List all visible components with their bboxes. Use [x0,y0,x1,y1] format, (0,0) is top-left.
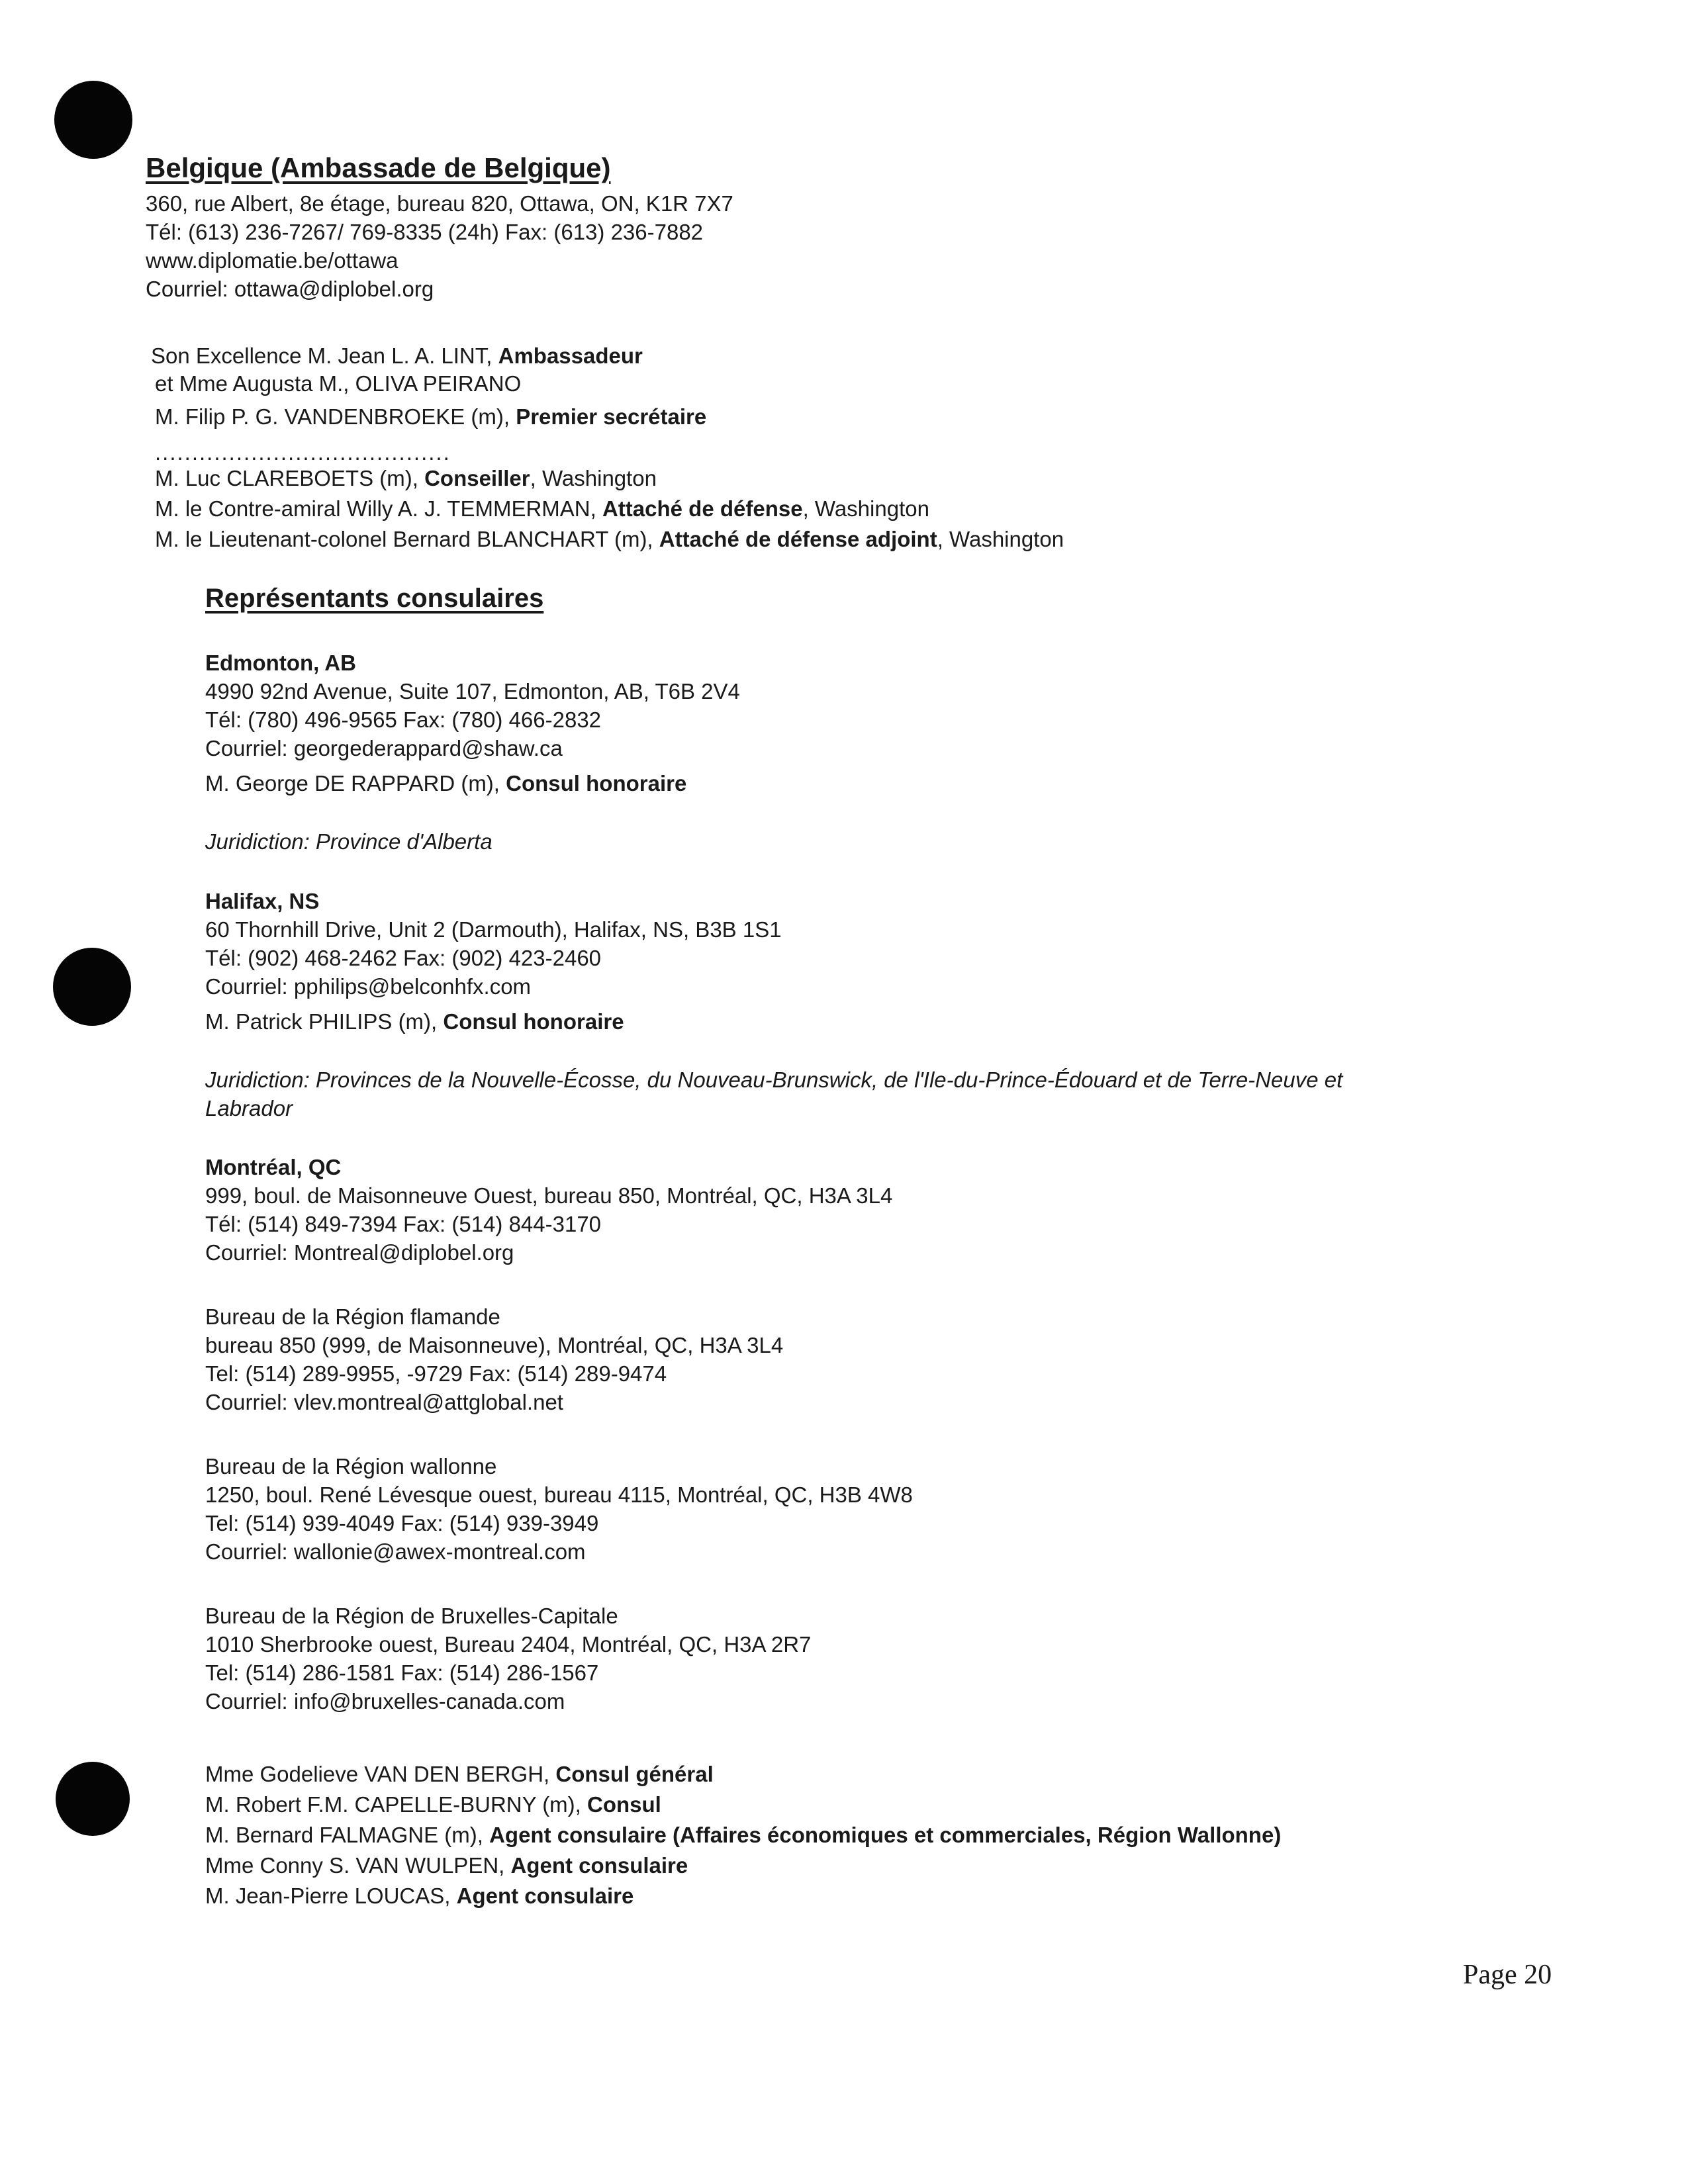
email: Courriel: pphilips@belconhfx.com [205,974,532,999]
address: bureau 850 (999, de Maisonneuve), Montréal, QC, H3A 3L4 [205,1333,784,1357]
staff-entry: Son Excellence M. Jean L. A. LINT, Ambassadeur [151,343,643,368]
staff-entry: M. Filip P. G. VANDENBROEKE (m), Premier secrétaire [155,404,707,429]
staff-entry: Mme Conny S. VAN WULPEN, Agent consulaire [205,1853,688,1878]
phone: Tél: (902) 468-2462 Fax: (902) 423-2460 [205,946,602,970]
email: Courriel: georgederappard@shaw.ca [205,736,563,760]
phone: Tel: (514) 939-4049 Fax: (514) 939-3949 [205,1511,599,1535]
address: 1010 Sherbrooke ouest, Bureau 2404, Montréal, QC, H3A 2R7 [205,1632,812,1657]
consul-entry: M. Patrick PHILIPS (m), Consul honoraire [205,1009,624,1034]
staff-entry: M. Robert F.M. CAPELLE-BURNY (m), Consul [205,1792,661,1817]
phone: Tel: (514) 289-9955, -9729 Fax: (514) 289-9474 [205,1361,667,1386]
jurisdiction-continued: Labrador [205,1096,293,1120]
binder-hole [54,81,132,159]
office-name: Bureau de la Région flamande [205,1304,500,1329]
staff-entry: M. Luc CLAREBOETS (m), Conseiller, Washington [155,466,657,490]
embassy-phone: Tél: (613) 236-7267/ 769-8335 (24h) Fax: (613) 236-7882 [146,220,704,244]
staff-entry: M. Bernard FALMAGNE (m), Agent consulaire (Affaires économiques et commerciales, Région Wallonne) [205,1823,1282,1847]
office-name: Bureau de la Région wallonne [205,1454,497,1479]
address: 60 Thornhill Drive, Unit 2 (Darmouth), Halifax, NS, B3B 1S1 [205,917,782,942]
page-number: Page 20 [1463,1960,1552,1990]
staff-entry: Mme Godelieve VAN DEN BERGH, Consul général [205,1762,714,1786]
separator-dots: ........................................ [155,440,451,465]
staff-entry: M. le Lieutenant-colonel Bernard BLANCHART (m), Attaché de défense adjoint, Washington [155,527,1064,551]
phone: Tel: (514) 286-1581 Fax: (514) 286-1567 [205,1661,599,1685]
consular-heading: Représentants consulaires [205,584,544,613]
email: Courriel: vlev.montreal@attglobal.net [205,1390,563,1414]
binder-hole [53,948,131,1026]
city-heading: Edmonton, AB [205,651,356,675]
phone: Tél: (780) 496-9565 Fax: (780) 466-2832 [205,707,602,732]
jurisdiction: Juridiction: Province d'Alberta [205,829,492,854]
jurisdiction: Juridiction: Provinces de la Nouvelle-Écosse, du Nouveau-Brunswick, de l'Ile-du-Prince-Édouard et de Terre-Neuve et [205,1068,1343,1092]
office-name: Bureau de la Région de Bruxelles-Capitale [205,1604,618,1628]
binder-hole [56,1762,130,1836]
city-heading: Montréal, QC [205,1155,342,1179]
email: Courriel: wallonie@awex-montreal.com [205,1539,586,1564]
staff-entry: M. le Contre-amiral Willy A. J. TEMMERMAN, Attaché de défense, Washington [155,496,929,521]
embassy-website: www.diplomatie.be/ottawa [146,248,399,273]
embassy-email: Courriel: ottawa@diplobel.org [146,277,434,301]
consul-entry: M. George DE RAPPARD (m), Consul honoraire [205,771,687,796]
phone: Tél: (514) 849-7394 Fax: (514) 844-3170 [205,1212,602,1236]
embassy-address: 360, rue Albert, 8e étage, bureau 820, Ottawa, ON, K1R 7X7 [146,191,733,216]
email: Courriel: info@bruxelles-canada.com [205,1689,565,1713]
address: 4990 92nd Avenue, Suite 107, Edmonton, AB, T6B 2V4 [205,679,740,704]
address: 1250, boul. René Lévesque ouest, bureau 4115, Montréal, QC, H3B 4W8 [205,1482,913,1507]
staff-entry: M. Jean-Pierre LOUCAS, Agent consulaire [205,1884,634,1908]
city-heading: Halifax, NS [205,889,320,913]
address: 999, boul. de Maisonneuve Ouest, bureau 850, Montréal, QC, H3A 3L4 [205,1183,893,1208]
staff-entry: et Mme Augusta M., OLIVA PEIRANO [155,371,522,396]
embassy-title: Belgique (Ambassade de Belgique) [146,152,611,183]
email: Courriel: Montreal@diplobel.org [205,1240,514,1265]
